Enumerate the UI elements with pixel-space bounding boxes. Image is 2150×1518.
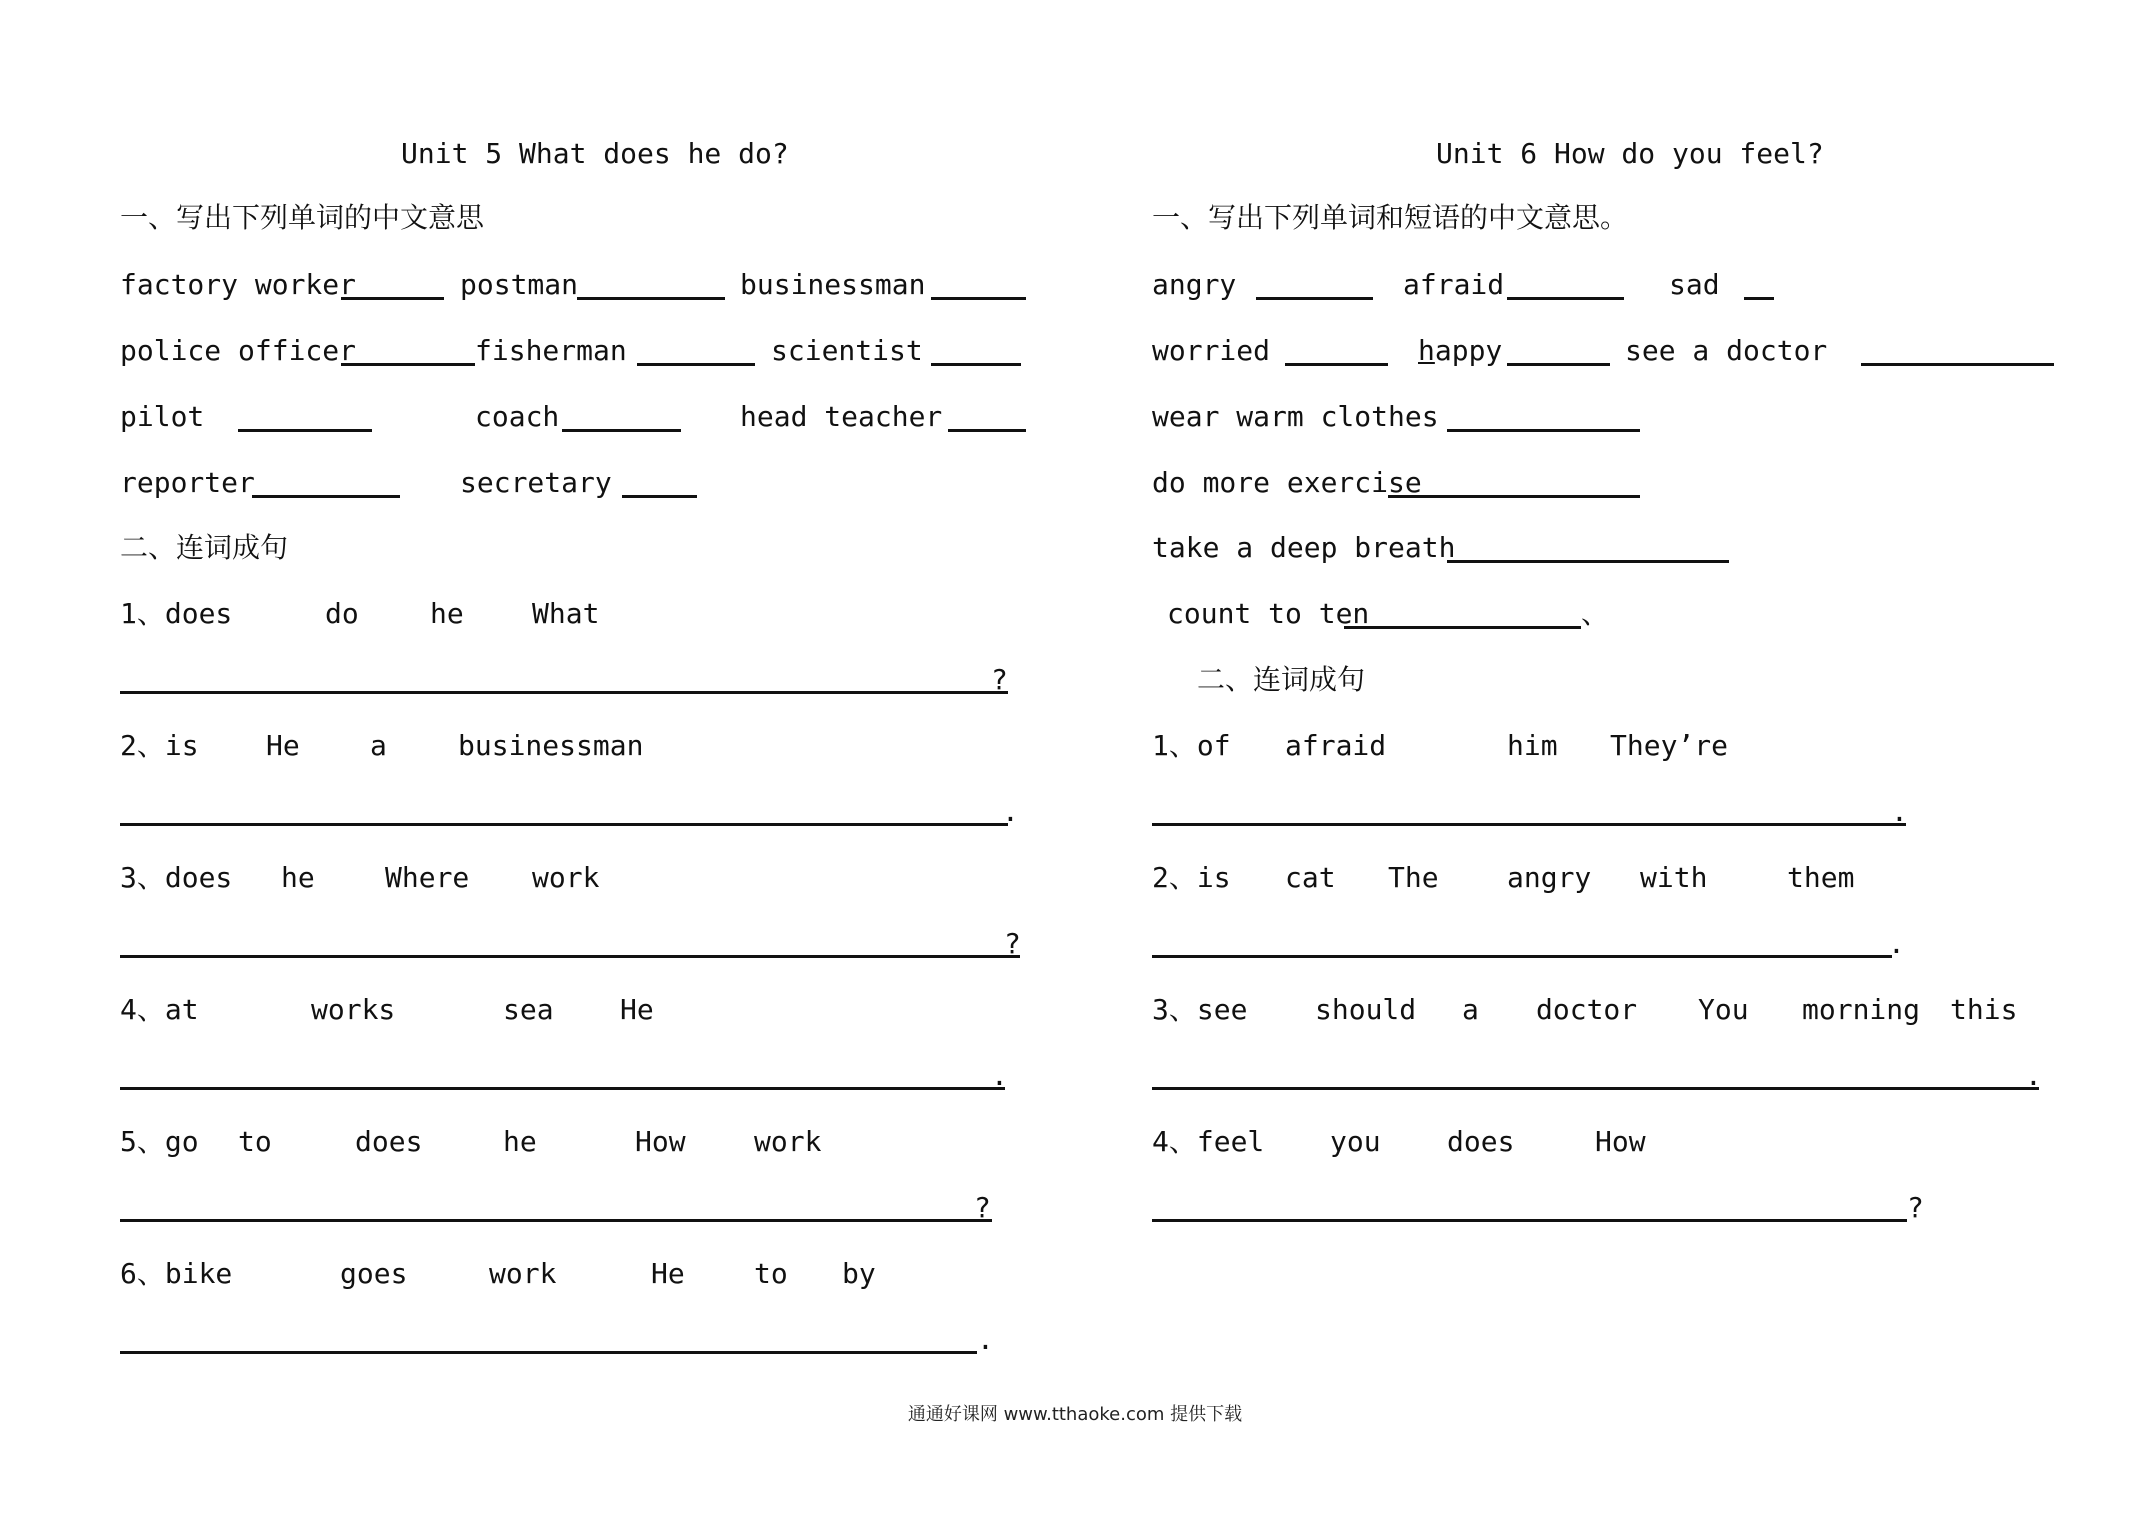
blank-take-a-deep-breath[interactable]: [1447, 560, 1729, 563]
vocab-businessman: businessman: [740, 268, 926, 301]
right-q4-word: 4、feel: [1152, 1125, 1265, 1158]
blank-worried[interactable]: [1285, 363, 1388, 366]
right-q3-word: should: [1315, 993, 1417, 1026]
vocab-angry: angry: [1152, 268, 1237, 301]
blank-postman[interactable]: [577, 297, 725, 300]
right-q1-word: him: [1507, 729, 1558, 762]
left-q6-punct: .: [977, 1323, 994, 1356]
left-q1-word: What: [532, 597, 600, 630]
count-to-ten-suffix: 、: [1581, 597, 1610, 630]
left-q5-word: 5、go: [120, 1125, 199, 1158]
right-q1-punct: .: [1891, 795, 1908, 828]
left-q6-word: He: [651, 1257, 685, 1290]
left-q6-word: to: [754, 1257, 788, 1290]
left-section2-heading: 二、连词成句: [120, 531, 289, 564]
left-q3-word: work: [532, 861, 600, 894]
left-q5-answer-line[interactable]: [120, 1219, 992, 1222]
left-q5-word: does: [355, 1125, 423, 1158]
blank-pilot[interactable]: [238, 429, 372, 432]
blank-angry[interactable]: [1256, 297, 1373, 300]
blank-police-officer[interactable]: [341, 363, 475, 366]
right-title: Unit 6 How do you feel?: [1436, 137, 1824, 170]
left-q6-answer-line[interactable]: [120, 1351, 977, 1354]
happy-underlined-letter: h: [1418, 334, 1435, 367]
left-q5-word: How: [635, 1125, 686, 1158]
vocab-worried: worried: [1152, 334, 1271, 367]
left-q5-word: to: [238, 1125, 272, 1158]
left-q4-word: works: [311, 993, 396, 1026]
blank-count-to-ten[interactable]: [1344, 626, 1581, 629]
left-q2-word: businessman: [458, 729, 644, 762]
blank-afraid[interactable]: [1507, 297, 1624, 300]
right-q4-punct: ?: [1907, 1191, 1924, 1224]
blank-head-teacher[interactable]: [948, 429, 1026, 432]
vocab-scientist: scientist: [771, 334, 923, 367]
happy-rest: appy: [1434, 334, 1503, 367]
vocab-sad: sad: [1669, 268, 1720, 301]
blank-fisherman[interactable]: [637, 363, 755, 366]
vocab-afraid: afraid: [1403, 268, 1505, 301]
footer-credit: 通通好课网 www.tthaoke.com 提供下载: [907, 1404, 1243, 1425]
blank-scientist[interactable]: [931, 363, 1021, 366]
left-q5-punct: ?: [974, 1191, 991, 1224]
right-q4-word: does: [1447, 1125, 1515, 1158]
left-q4-word: He: [620, 993, 654, 1026]
right-q2-answer-line[interactable]: [1152, 955, 1892, 958]
right-q3-punct: .: [2025, 1059, 2042, 1092]
blank-factory-worker[interactable]: [341, 297, 444, 300]
right-q1-word: They’re: [1610, 729, 1729, 762]
left-q4-punct: .: [991, 1059, 1008, 1092]
left-q1-word: do: [325, 597, 359, 630]
left-q3-answer-line[interactable]: [120, 955, 1020, 958]
left-title: Unit 5 What does he do?: [401, 137, 789, 170]
left-q3-punct: ?: [1004, 927, 1021, 960]
blank-coach[interactable]: [562, 429, 681, 432]
left-q2-word: He: [266, 729, 300, 762]
left-q4-answer-line[interactable]: [120, 1087, 1005, 1090]
left-q3-word: 3、does: [120, 861, 233, 894]
vocab-count-to-ten: count to ten: [1167, 597, 1370, 630]
vocab-happy: [1418, 334, 1502, 368]
left-section1-heading: 一、写出下列单词的中文意思: [120, 201, 485, 234]
vocab-coach: coach: [475, 400, 560, 433]
right-q3-word: doctor: [1536, 993, 1638, 1026]
left-q2-punct: .: [1002, 795, 1019, 828]
vocab-head-teacher: head teacher: [740, 400, 943, 433]
blank-do-more-exercise[interactable]: [1388, 495, 1640, 498]
right-q4-word: How: [1595, 1125, 1646, 1158]
right-q2-word: them: [1787, 861, 1855, 894]
right-q3-word: morning: [1802, 993, 1921, 1026]
left-q4-word: sea: [503, 993, 554, 1026]
right-q2-word: with: [1640, 861, 1708, 894]
blank-wear-warm-clothes[interactable]: [1447, 429, 1640, 432]
vocab-wear-warm-clothes: wear warm clothes: [1152, 400, 1439, 433]
right-q2-word: 2、is: [1152, 861, 1231, 894]
blank-businessman[interactable]: [931, 297, 1026, 300]
left-q6-word: work: [489, 1257, 557, 1290]
blank-happy[interactable]: [1507, 363, 1610, 366]
right-q3-answer-line[interactable]: [1152, 1087, 2039, 1090]
left-q4-word: 4、at: [120, 993, 199, 1026]
left-q1-punct: ?: [991, 663, 1008, 696]
left-q1-word: 1、does: [120, 597, 233, 630]
vocab-postman: postman: [460, 268, 579, 301]
vocab-fisherman: fisherman: [475, 334, 627, 367]
vocab-take-a-deep-breath: take a deep breath: [1152, 531, 1456, 564]
vocab-do-more-exercise: do more exercise: [1152, 466, 1422, 499]
left-q3-word: he: [281, 861, 315, 894]
right-q1-answer-line[interactable]: [1152, 823, 1906, 826]
left-q2-answer-line[interactable]: [120, 823, 1008, 826]
right-q1-word: 1、of: [1152, 729, 1231, 762]
vocab-secretary: secretary: [460, 466, 612, 499]
left-q6-word: goes: [340, 1257, 408, 1290]
right-q3-word: 3、see: [1152, 993, 1248, 1026]
right-q2-punct: .: [1888, 927, 1905, 960]
vocab-reporter: reporter: [120, 466, 255, 499]
vocab-pilot: pilot: [120, 400, 205, 433]
vocab-see-a-doctor: see a doctor: [1625, 334, 1828, 367]
left-q1-word: he: [430, 597, 464, 630]
vocab-factory-worker: factory worker: [120, 268, 357, 301]
right-q2-word: angry: [1507, 861, 1592, 894]
right-q4-answer-line[interactable]: [1152, 1219, 1907, 1222]
left-q6-word: by: [842, 1257, 876, 1290]
right-section1-heading: 一、写出下列单词和短语的中文意思。: [1152, 201, 1629, 234]
left-q1-answer-line[interactable]: [120, 691, 1008, 694]
right-section2-heading: 二、连词成句: [1197, 663, 1366, 696]
left-q2-word: a: [370, 729, 387, 762]
right-q3-word: this: [1950, 993, 2018, 1026]
right-q3-word: a: [1462, 993, 1479, 1026]
left-q5-word: work: [754, 1125, 822, 1158]
blank-sad[interactable]: [1744, 297, 1774, 300]
left-q6-word: 6、bike: [120, 1257, 233, 1290]
blank-reporter[interactable]: [252, 495, 400, 498]
blank-secretary[interactable]: [622, 495, 697, 498]
vocab-police-officer: police officer: [120, 334, 357, 367]
right-q3-word: You: [1698, 993, 1749, 1026]
right-q4-word: you: [1330, 1125, 1381, 1158]
left-q2-word: 2、is: [120, 729, 199, 762]
right-q2-word: The: [1388, 861, 1439, 894]
blank-see-a-doctor[interactable]: [1861, 363, 2054, 366]
right-q1-word: afraid: [1285, 729, 1387, 762]
left-q5-word: he: [503, 1125, 537, 1158]
right-q2-word: cat: [1285, 861, 1336, 894]
left-q3-word: Where: [385, 861, 470, 894]
